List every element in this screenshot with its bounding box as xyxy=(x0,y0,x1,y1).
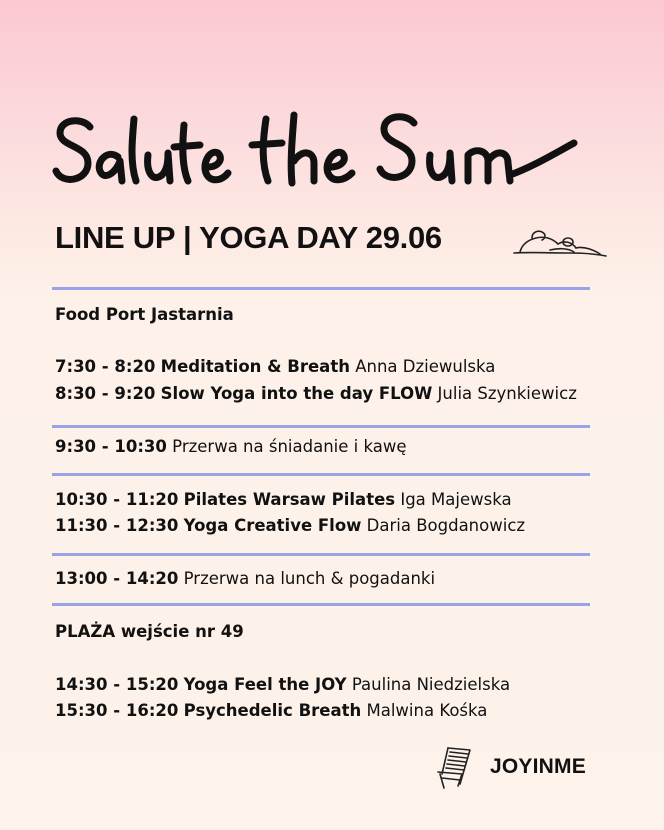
divider-2 xyxy=(52,425,590,428)
schedule-row xyxy=(55,490,512,509)
venue-heading-food-port: Food Port Jastarnia xyxy=(55,305,234,324)
schedule-time: 9:30 - 10:30 xyxy=(55,437,167,456)
schedule-time: 13:00 - 14:20 xyxy=(55,569,179,588)
schedule-detail: Julia Szynkiewicz xyxy=(437,384,577,403)
divider-5 xyxy=(52,603,590,606)
schedule-detail: Malwina Kośka xyxy=(366,701,488,720)
headline: LINE UP | YOGA DAY 29.06 xyxy=(55,220,442,255)
schedule-detail: Anna Dziewulska xyxy=(355,357,496,376)
schedule-time: 11:30 - 12:30 xyxy=(55,516,179,535)
schedule-row xyxy=(55,569,435,588)
schedule-row xyxy=(55,357,495,376)
schedule-time: 8:30 - 9:20 xyxy=(55,384,156,403)
divider-1 xyxy=(52,287,590,290)
salute-the-sun-script-logo xyxy=(52,105,582,200)
beach-chair-icon xyxy=(436,744,478,790)
yoga-pose-icon xyxy=(510,226,610,260)
divider-3 xyxy=(52,473,590,476)
brand-name: JOYINME xyxy=(490,755,586,778)
schedule-title: Yoga Feel the JOY xyxy=(183,675,347,694)
schedule-title: Meditation & Breath xyxy=(160,357,350,376)
schedule-row xyxy=(55,516,525,535)
schedule-title: Yoga Creative Flow xyxy=(183,516,362,535)
schedule-detail: Iga Majewska xyxy=(400,490,512,509)
schedule-detail: Daria Bogdanowicz xyxy=(366,516,526,535)
schedule-detail: Paulina Niedzielska xyxy=(351,675,511,694)
schedule-title: Slow Yoga into the day FLOW xyxy=(160,384,433,403)
schedule-time: 15:30 - 16:20 xyxy=(55,701,179,720)
schedule-time: 10:30 - 11:20 xyxy=(55,490,179,509)
schedule-time: 14:30 - 15:20 xyxy=(55,675,179,694)
divider-4 xyxy=(52,553,590,556)
schedule-row xyxy=(55,675,510,694)
schedule-title: Pilates Warsaw Pilates xyxy=(183,490,396,509)
schedule-detail: Przerwa na lunch & pogadanki xyxy=(183,569,436,588)
schedule-row xyxy=(55,701,487,720)
schedule-row xyxy=(55,437,406,456)
venue-heading-plaza: PLAŻA wejście nr 49 xyxy=(55,622,244,641)
schedule-time: 7:30 - 8:20 xyxy=(55,357,156,376)
brand-logo xyxy=(436,744,586,790)
schedule-row xyxy=(55,384,577,403)
schedule-title: Psychedelic Breath xyxy=(183,701,362,720)
schedule-detail: Przerwa na śniadanie i kawę xyxy=(172,437,407,456)
